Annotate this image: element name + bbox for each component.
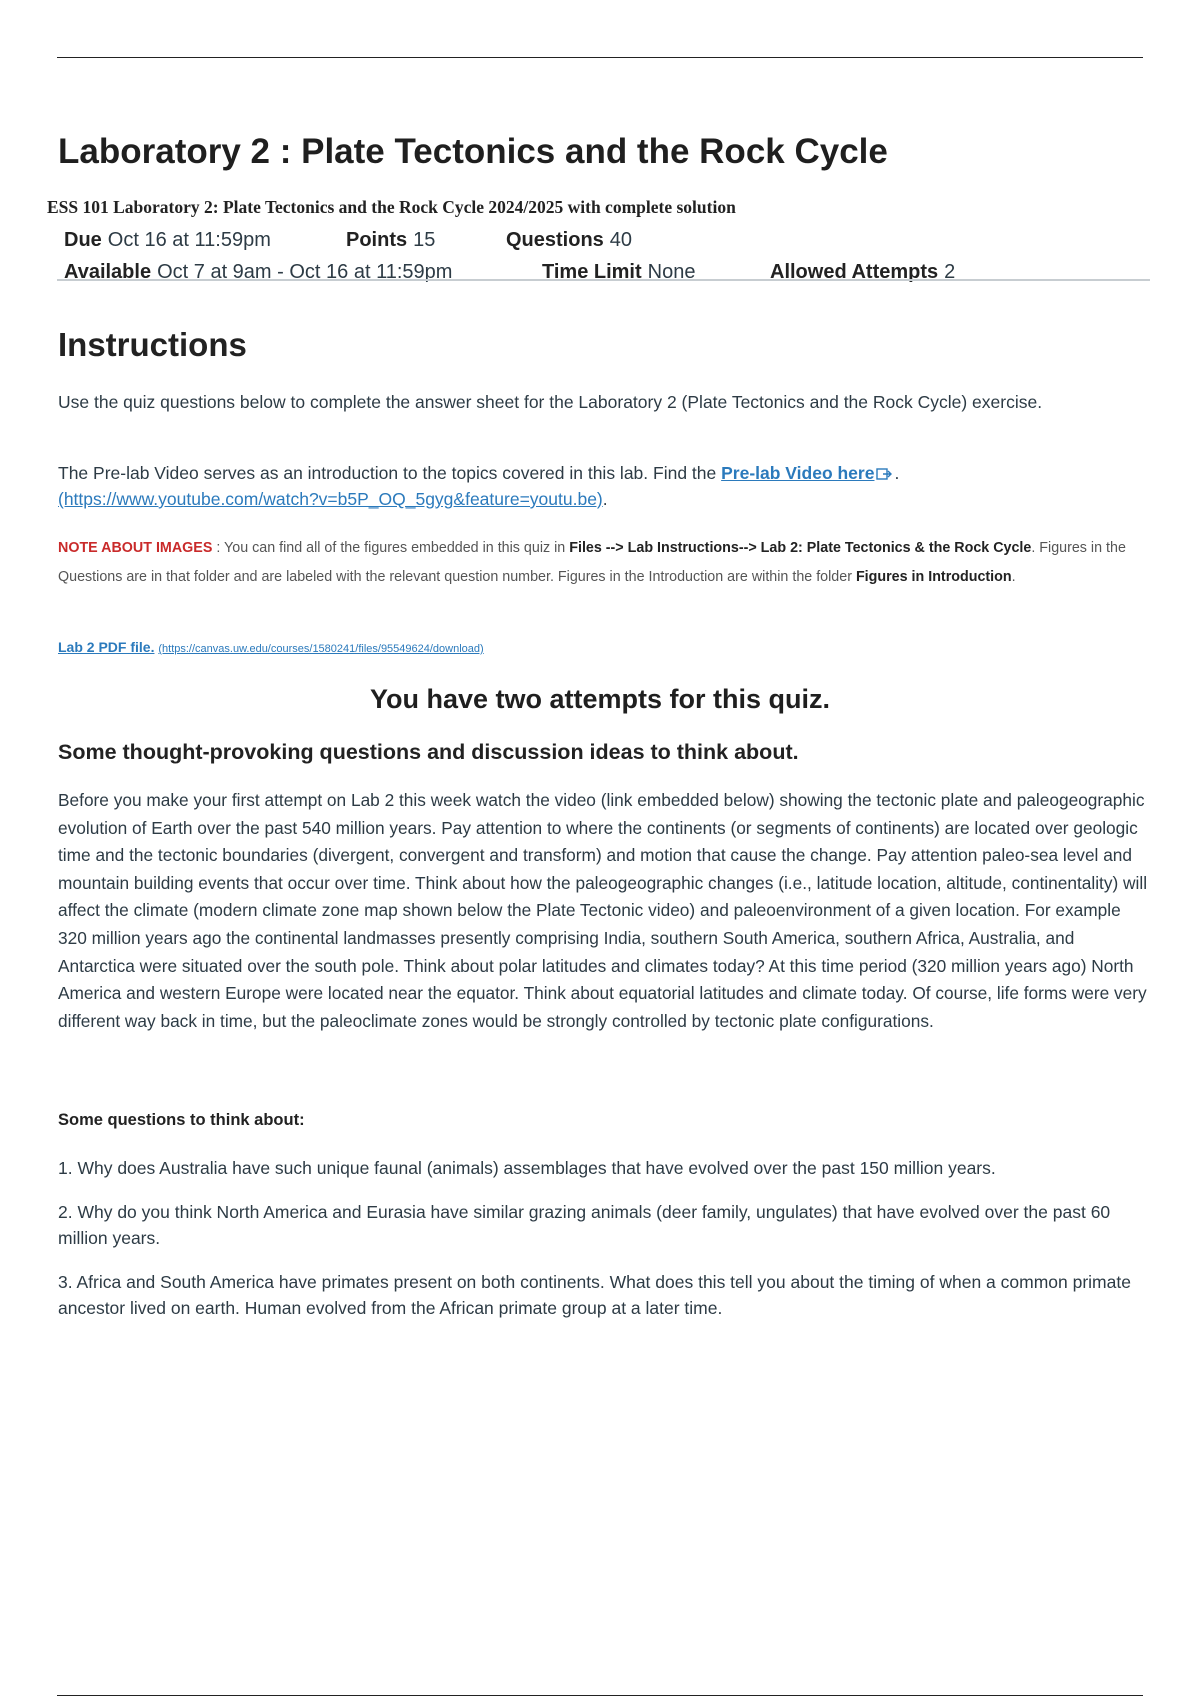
note-folder-name: Figures in Introduction bbox=[855, 569, 1012, 585]
document-subtitle: ESS 101 Laboratory 2: Plate Tectonics and the Rock Cycle 2024/2025 with complete solution bbox=[47, 197, 736, 217]
time-limit-label: Time Limit bbox=[542, 261, 642, 283]
pdf-link-line bbox=[58, 639, 484, 655]
question-item: 2. Why do you think North America and Eurasia have similar grazing animals (deer family, ungulates) that have evolved over the past 60 million years. bbox=[58, 1202, 1111, 1248]
due-meta bbox=[64, 229, 271, 252]
lab-pdf-url[interactable]: (https://canvas.uw.edu/courses/1580241/files/95549624/download) bbox=[158, 643, 484, 655]
lab-pdf-link[interactable]: Lab 2 PDF file. bbox=[58, 639, 155, 655]
discussion-heading: Some thought-provoking questions and discussion ideas to think about. bbox=[58, 740, 799, 764]
points-label: Points bbox=[346, 229, 408, 251]
meta-divider bbox=[57, 279, 1150, 281]
available-value: Oct 7 at 9am - Oct 16 at 11:59pm bbox=[157, 261, 453, 283]
note-end: . bbox=[1011, 569, 1016, 585]
note-text-2: . Figures in the Questions are in that folder and are labeled with the relevant question number. Figures in the Introduction are within the folder bbox=[58, 540, 1126, 585]
quiz-meta-row-2 bbox=[64, 261, 1064, 287]
prelab-period: . bbox=[894, 463, 900, 483]
question-item: 1. Why does Australia have such unique faunal (animals) assemblages that have evolved over the past 150 million years. bbox=[58, 1158, 996, 1178]
questions-value: 40 bbox=[609, 229, 633, 251]
allowed-attempts-label: Allowed Attempts bbox=[770, 261, 939, 283]
due-label: Due bbox=[64, 229, 102, 251]
note-text-1: : You can find all of the figures embedded in this quiz in bbox=[212, 540, 570, 556]
note-files-path: Files --> Lab Instructions--> Lab 2: Plate Tectonics & the Rock Cycle bbox=[569, 540, 1032, 556]
quiz-meta-row-1 bbox=[64, 229, 1064, 255]
attempts-banner: You have two attempts for this quiz. bbox=[369, 684, 831, 714]
top-rule bbox=[57, 57, 1143, 58]
discussion-body: Before you make your first attempt on Lab 2 this week watch the video (link embedded below) showing the tectonic plate and paleogeographic evolution of Earth over the past 540 million years. Pay attention to where the continents (or segments of continents) are located over geologic time and the tectonic boundaries (divergent, convergent and transform) and motion that cause the change. Pay attention paleo-sea level and mountain building events that occur over time. Think about how the paleogeographic changes (i.e., latitude location, altitude, continentality) will affect the climate (modern climate zone map shown below the Plate Tectonic video) and paleoenvironment of a given location. For example 320 million years ago the continental landmasses presently comprising India, southern South America, southern Africa, Australia, and Antarctica were situated over the south pole. Think about polar latitudes and climates today? At this time period (320 million years ago) North America and western Europe were located near the equator. Think about equatorial latitudes and climate today. Of course, life forms were very different way back in time, but the paleoclimate zones would be strongly controlled by tectonic plate configurations. bbox=[58, 790, 1148, 1031]
points-meta bbox=[346, 229, 435, 252]
external-link-icon bbox=[876, 467, 892, 481]
time-limit-value: None bbox=[647, 261, 696, 283]
questions-label: Questions bbox=[506, 229, 604, 251]
instructions-paragraph-1: Use the quiz questions below to complete the answer sheet for the Laboratory 2 (Plate Tectonics and the Rock Cycle) exercise. bbox=[58, 392, 1043, 412]
points-value: 15 bbox=[413, 229, 436, 251]
note-about-images bbox=[58, 534, 1148, 592]
prelab-url-suffix: . bbox=[602, 489, 608, 509]
note-label: NOTE ABOUT IMAGES bbox=[58, 540, 213, 556]
question-item: 3. Africa and South America have primates present on both continents. What does this tell you about the timing of when a common primate ancestor lived on earth. Human evolved from the African primate group at a later time. bbox=[58, 1272, 1131, 1318]
instructions-paragraph-2 bbox=[58, 460, 1143, 512]
instructions-heading: Instructions bbox=[58, 326, 247, 363]
questions-heading: Some questions to think about: bbox=[58, 1111, 305, 1129]
prelab-intro-text: The Pre-lab Video serves as an introduction to the topics covered in this lab. Find the bbox=[58, 463, 722, 483]
allowed-attempts-value: 2 bbox=[944, 261, 956, 283]
bottom-rule bbox=[57, 1695, 1143, 1696]
available-label: Available bbox=[64, 261, 152, 283]
page-title: Laboratory 2 : Plate Tectonics and the Rock Cycle bbox=[58, 132, 888, 171]
questions-meta bbox=[506, 229, 632, 252]
prelab-video-url[interactable]: (https://www.youtube.com/watch?v=b5P_OQ_5gyg&feature=youtu.be) bbox=[58, 489, 603, 509]
prelab-video-link[interactable]: Pre-lab Video here bbox=[721, 463, 875, 483]
due-value: Oct 16 at 11:59pm bbox=[107, 229, 271, 251]
